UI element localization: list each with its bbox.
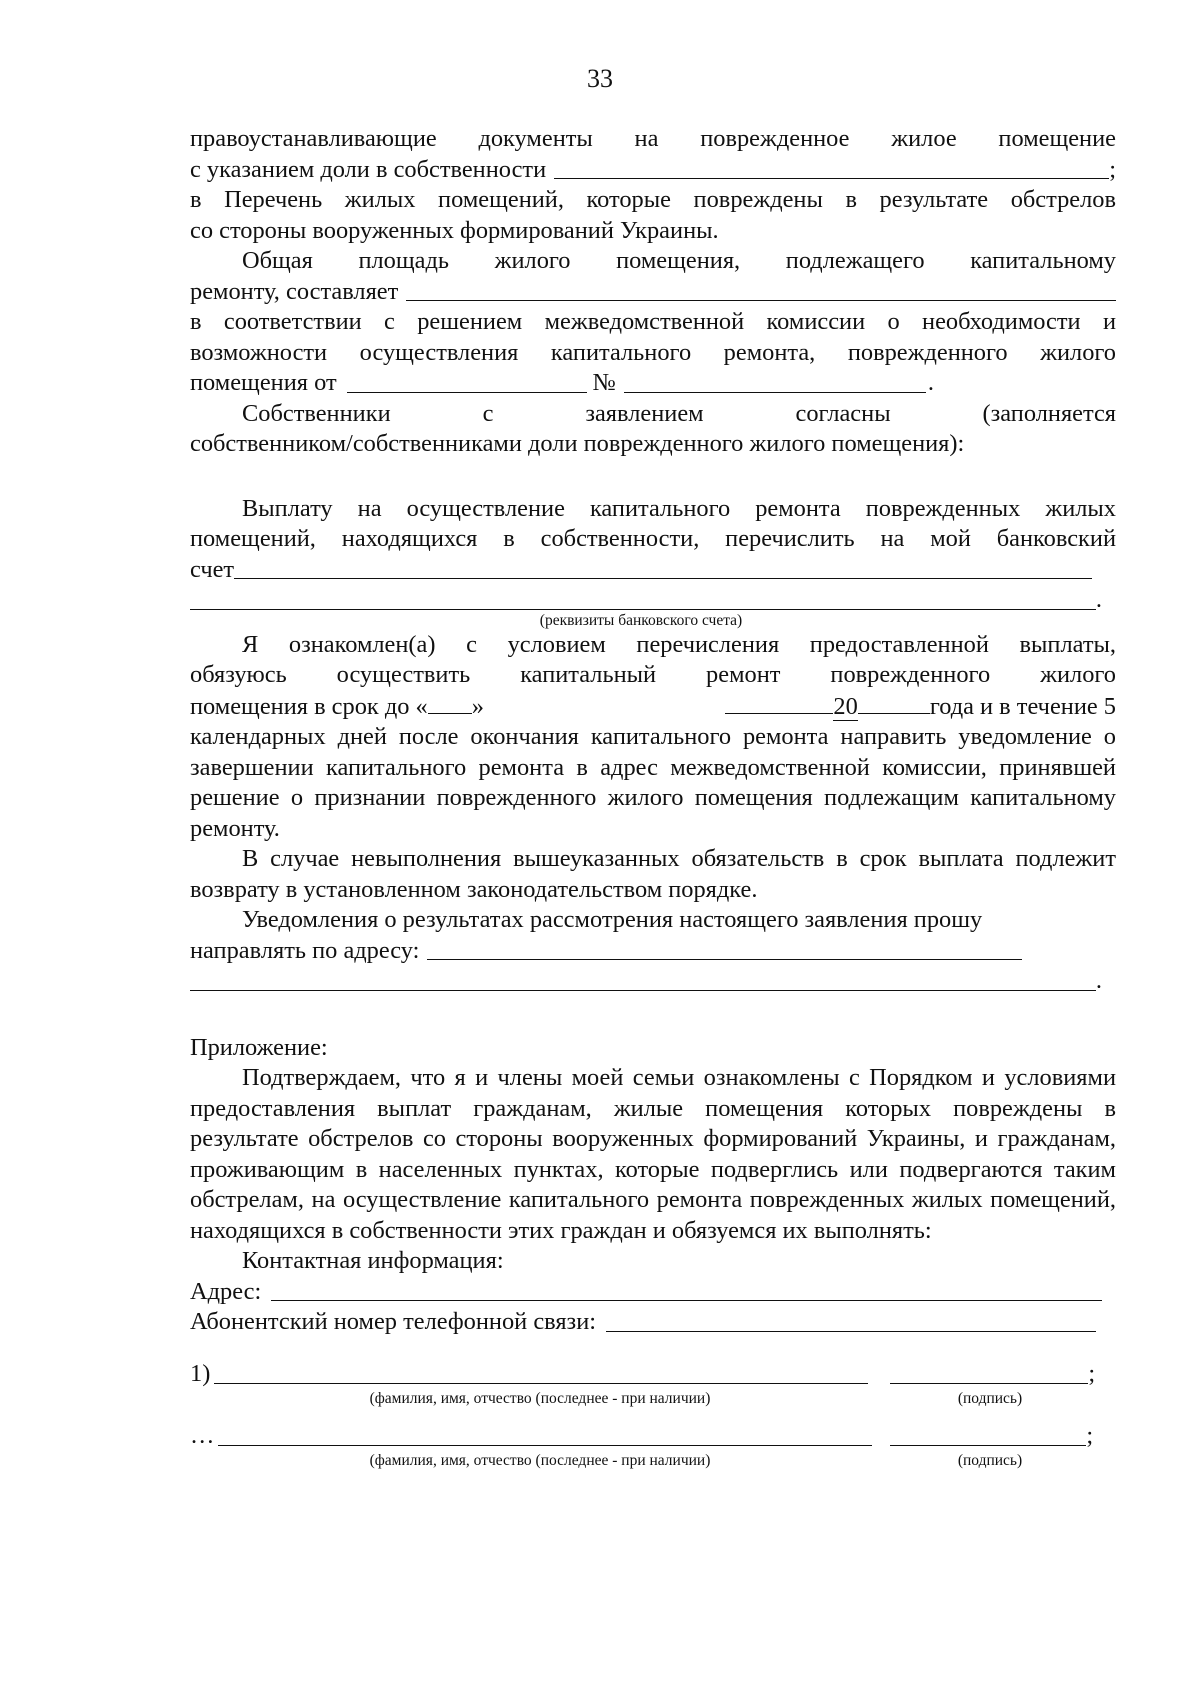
signature-captions-2 xyxy=(190,1452,1116,1470)
p4-line1: Выплату на осуществление капитального ремонта поврежденных жилых xyxy=(242,494,1116,522)
share-label: с указанием доли в собственности xyxy=(190,155,547,183)
deadline-label: помещения в срок до « » xyxy=(190,692,484,720)
p2-line5 xyxy=(190,368,1116,399)
signature-field-2[interactable] xyxy=(890,1423,1086,1446)
period: . xyxy=(1095,967,1102,994)
number-sign: № xyxy=(592,369,616,396)
ownership-share-field[interactable] xyxy=(554,156,1109,179)
period: . xyxy=(1095,586,1102,613)
p6: В случае невыполнения вышеуказанных обязательств в срок выплата подлежит возврату в установленном законодательством порядке. xyxy=(190,845,1116,903)
decision-date-label: помещения от xyxy=(190,369,337,396)
signature-row-2 xyxy=(190,1422,1116,1452)
phone-row xyxy=(190,1307,1096,1338)
semicolon: ; xyxy=(1086,1422,1094,1449)
p2-line3: в соответствии с решением межведомственной комиссии о необходимости и xyxy=(190,308,1116,335)
deadline-day-field[interactable] xyxy=(428,691,472,714)
bank-details-caption: (реквизиты банковского счета) xyxy=(539,611,743,629)
signature-prefix-2: … xyxy=(190,1422,215,1449)
signature-caption: (подпись) xyxy=(957,1389,1023,1407)
year-prefix: 20 xyxy=(833,692,858,720)
signature-caption: (подпись) xyxy=(957,1451,1023,1469)
p1-line2 xyxy=(190,155,1116,186)
p5-line1: Я ознакомлен(а) с условием перечисления предоставленной выплаты, xyxy=(242,630,1116,658)
p4-line3 xyxy=(190,555,1092,586)
document-body xyxy=(190,124,1116,1484)
account-field[interactable] xyxy=(234,556,1092,579)
account-label: счет xyxy=(190,555,235,583)
p2-line1: Общая площадь жилого помещения, подлежащего капитальному xyxy=(242,247,1116,274)
appendix-title: Приложение: xyxy=(190,1033,328,1061)
account-details-field[interactable] xyxy=(190,587,1096,610)
full-name-field-1[interactable] xyxy=(214,1361,868,1384)
contact-title: Контактная информация: xyxy=(242,1247,504,1274)
p5-line3 xyxy=(190,691,1116,723)
appendix-paragraph: Подтверждаем, что я и члены моей семьи ознакомлены с Порядком и условиями предоставления выплат гражданам, жилые помещения которых повреждены в результате обстрелов со стороны вооруженных формирований Украины, и гражданам, проживающим в населенных пунктах, которые подверглись или подвергаются таким обстрелам, на осуществление капитального ремонта поврежденных жилых помещений, находящихся в собственности этих граждан и обязуемся их выполнять: xyxy=(190,1064,1116,1244)
area-label: ремонту, составляет xyxy=(190,277,399,305)
signature-prefix-1: 1) xyxy=(190,1360,211,1387)
address-field[interactable] xyxy=(271,1278,1102,1301)
p7-line1: Уведомления о результатах рассмотрения настоящего заявления прошу xyxy=(242,906,983,933)
p4-line2: помещений, находящихся в собственности, перечислить на мой банковский xyxy=(190,525,1116,552)
p3-line2: собственником/собственниками доли поврежденного жилого помещения): xyxy=(190,430,965,457)
p7-line3 xyxy=(190,966,1102,997)
signature-captions-1 xyxy=(190,1390,1116,1408)
name-caption: (фамилия, имя, отчество (последнее - при наличии) xyxy=(369,1389,711,1407)
decision-number-field[interactable] xyxy=(624,370,926,393)
p1-line3: в Перечень жилых помещений, которые повреждены в результате обстрелов xyxy=(190,186,1116,213)
address-row xyxy=(190,1277,1102,1308)
signature-field-1[interactable] xyxy=(890,1361,1088,1384)
deadline-month-field[interactable] xyxy=(725,691,833,714)
name-caption: (фамилия, имя, отчество (последнее - при наличии) xyxy=(369,1451,711,1469)
semicolon: ; xyxy=(1109,155,1116,183)
p5-line2: обязуюсь осуществить капитальный ремонт поврежденного жилого xyxy=(190,661,1116,688)
period: . xyxy=(927,369,934,396)
phone-label: Абонентский номер телефонной связи: xyxy=(190,1308,597,1335)
p1-line1: правоустанавливающие документы на поврежденное жилое помещение xyxy=(190,125,1116,152)
year-text: года и в течение 5 xyxy=(929,692,1116,720)
area-field[interactable] xyxy=(406,278,1116,301)
decision-date-field[interactable] xyxy=(347,370,587,393)
notify-address-label: направлять по адресу: xyxy=(190,936,420,964)
p5-rest: календарных дней после окончания капитального ремонта направить уведомление о завершении капитального ремонта в адрес межведомственной комиссии, принявшей решение о признании поврежденного жилого помещения подлежащим капитальному ремонту. xyxy=(190,723,1116,842)
full-name-field-2[interactable] xyxy=(218,1423,872,1446)
notify-address-field[interactable] xyxy=(427,937,1022,960)
p2-line4: возможности осуществления капитального ремонта, поврежденного жилого xyxy=(190,338,1116,366)
signature-row-1 xyxy=(190,1360,1116,1390)
notify-address-field-2[interactable] xyxy=(190,968,1096,991)
page-number: 33 xyxy=(587,64,613,93)
p1-line4: со стороны вооруженных формирований Украины. xyxy=(190,216,719,244)
address-label: Адрес: xyxy=(190,1277,262,1305)
phone-field[interactable] xyxy=(606,1309,1096,1332)
p7-line2 xyxy=(190,936,1022,967)
deadline-year-field[interactable] xyxy=(858,691,930,714)
p3-line1: Собственники с заявлением согласны (заполняется xyxy=(242,399,1116,427)
deadline-year-group xyxy=(725,691,1116,723)
p2-line2 xyxy=(190,277,1116,308)
semicolon: ; xyxy=(1088,1360,1096,1387)
